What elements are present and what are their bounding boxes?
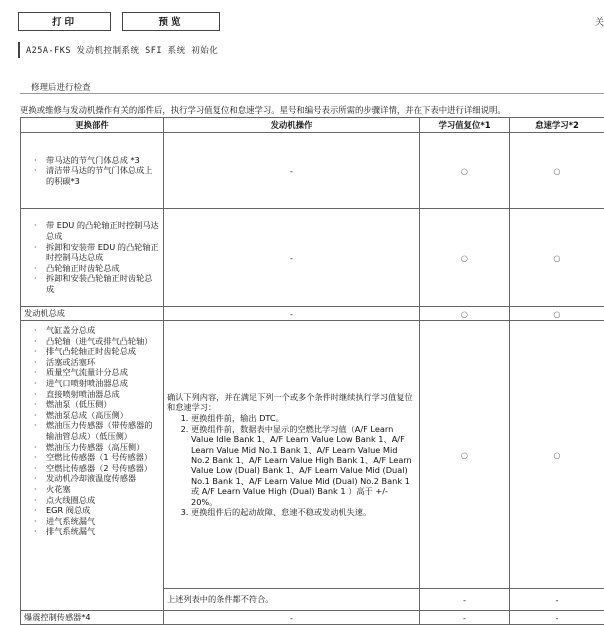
header-accent-bar bbox=[18, 42, 20, 58]
reset-cell: ○ bbox=[420, 321, 510, 589]
part-item: · 凸轮轴（进气或排气凸轮轴） bbox=[36, 336, 160, 347]
idle-cell: ○ bbox=[510, 133, 604, 209]
preview-button[interactable]: 预览 bbox=[122, 12, 220, 31]
reset-cell: ○ bbox=[420, 133, 510, 209]
condition-item: 3. 更换组件后的起动故障、怠速不稳或发动机失速。 bbox=[191, 507, 416, 517]
document-header bbox=[18, 42, 604, 60]
idle-cell: ○ bbox=[510, 209, 604, 307]
parts-cell bbox=[21, 209, 164, 307]
page-title: A25A-FKS 发动机控制系统 SFI 系统 初始化 bbox=[26, 44, 218, 56]
operation-intro: 确认下列内容，并在满足下列一个或多个条件时继续执行学习值复位和怠速学习： bbox=[167, 392, 416, 413]
part-item: · 燃油泵（低压侧） bbox=[36, 399, 160, 410]
part-item: · 拆卸和安装凸轮轴正时齿轮总成 bbox=[36, 273, 160, 294]
table-row bbox=[21, 321, 604, 589]
part-item: · 凸轮轴正时齿轮总成 bbox=[36, 263, 160, 274]
intro-text: 更换或维修与发动机操作有关的部件后，执行学习值复位和怠速学习。星号和编号表示所需的步骤详情，并在下表中进行详细说明。 bbox=[20, 104, 506, 116]
part-item: · 带 EDU 的凸轮轴正时控制马达总成 bbox=[36, 220, 160, 241]
part-plain-cell: 爆震控制传感器*4 bbox=[21, 611, 164, 625]
close-link[interactable]: 关 bbox=[595, 15, 604, 28]
part-item: · 清洁带马达的节气门体总成上的积碳*3 bbox=[36, 165, 160, 186]
table-row bbox=[21, 209, 604, 307]
toolbar bbox=[18, 12, 604, 34]
column-header-part: 更换部件 bbox=[21, 118, 164, 133]
part-item: · 拆卸和安装带 EDU 的凸轮轴正时控制马达总成 bbox=[36, 242, 160, 263]
part-item: · 空燃比传感器（1 号传感器） bbox=[36, 452, 160, 463]
reset-cell: - bbox=[420, 611, 510, 625]
section-divider bbox=[20, 93, 604, 94]
part-item: · 燃油压力传感器（带传感器的输油管总成）（低压侧） bbox=[36, 420, 160, 441]
operation-cell: - bbox=[164, 611, 420, 625]
part-item: · 点火线圈总成 bbox=[36, 495, 160, 506]
section-title: 修理后进行检查 bbox=[31, 81, 91, 93]
idle-cell: - bbox=[510, 611, 604, 625]
parts-cell bbox=[21, 321, 164, 611]
idle-cell: - bbox=[510, 589, 604, 611]
column-header-operation: 发动机操作 bbox=[164, 118, 420, 133]
reset-cell: ○ bbox=[420, 307, 510, 321]
part-item: · 质量空气流量计分总成 bbox=[36, 367, 160, 378]
condition-item: 1. 更换组件前，输出 DTC。 bbox=[191, 413, 416, 423]
operation-detail-cell bbox=[164, 321, 420, 589]
operation-cell: - bbox=[164, 133, 420, 209]
part-item: · 火花塞 bbox=[36, 484, 160, 495]
part-item: · 进气口喷射喷油器总成 bbox=[36, 378, 160, 389]
operation-cell: 上述列表中的条件都不符合。 bbox=[164, 589, 420, 611]
print-button[interactable]: 打印 bbox=[18, 12, 111, 31]
part-item: · 活塞或活塞环 bbox=[36, 357, 160, 368]
inspection-table bbox=[20, 117, 604, 625]
part-item: · 燃油泵总成（高压侧） bbox=[36, 410, 160, 421]
part-item: · 气缸盖分总成 bbox=[36, 325, 160, 336]
column-header-reset: 学习值复位*1 bbox=[420, 118, 510, 133]
part-item: · 排气凸轮轴正时齿轮总成 bbox=[36, 346, 160, 357]
idle-cell: ○ bbox=[510, 321, 604, 589]
reset-cell: ○ bbox=[420, 209, 510, 307]
table-header-row bbox=[21, 118, 604, 133]
operation-cell: - bbox=[164, 307, 420, 321]
part-item: · 进气系统漏气 bbox=[36, 516, 160, 527]
condition-list bbox=[167, 413, 416, 517]
idle-cell: ○ bbox=[510, 307, 604, 321]
part-item: · EGR 阀总成 bbox=[36, 505, 160, 516]
part-plain-cell: 发动机总成 bbox=[21, 307, 164, 321]
parts-cell bbox=[21, 133, 164, 209]
reset-cell: - bbox=[420, 589, 510, 611]
condition-item: 2. 更换组件前，数据表中显示的空燃比学习值（A/F Learn Value Idle Bank 1、A/F Learn Value Low Bank 1、A/F Learn Value Mid No.1 Bank 1、A/F Learn Value Mid No.2 Bank 1、A/F Learn Value High Bank 1、A/F Learn Value Low (Dual) Bank 1、A/F Learn Value Mid (Dual) No.1 Bank 1、A/F Learn Value Mid (Dual) No.2 Bank 1 或 A/F Learn Value High (Dual) Bank 1 ）高于 +/- 20%。 bbox=[191, 424, 416, 507]
operation-cell: - bbox=[164, 209, 420, 307]
table-row bbox=[21, 307, 604, 321]
part-item: · 发动机冷却液温度传感器 bbox=[36, 473, 160, 484]
part-item: · 空燃比传感器（2 号传感器） bbox=[36, 463, 160, 474]
table-row bbox=[21, 133, 604, 209]
column-header-idle: 怠速学习*2 bbox=[510, 118, 604, 133]
part-item: · 直接喷射喷油器总成 bbox=[36, 389, 160, 400]
part-item: · 带马达的节气门体总成 *3 bbox=[36, 155, 160, 166]
part-item: · 燃油压力传感器（高压侧） bbox=[36, 442, 160, 453]
part-item: · 排气系统漏气 bbox=[36, 526, 160, 537]
table-row bbox=[21, 611, 604, 625]
